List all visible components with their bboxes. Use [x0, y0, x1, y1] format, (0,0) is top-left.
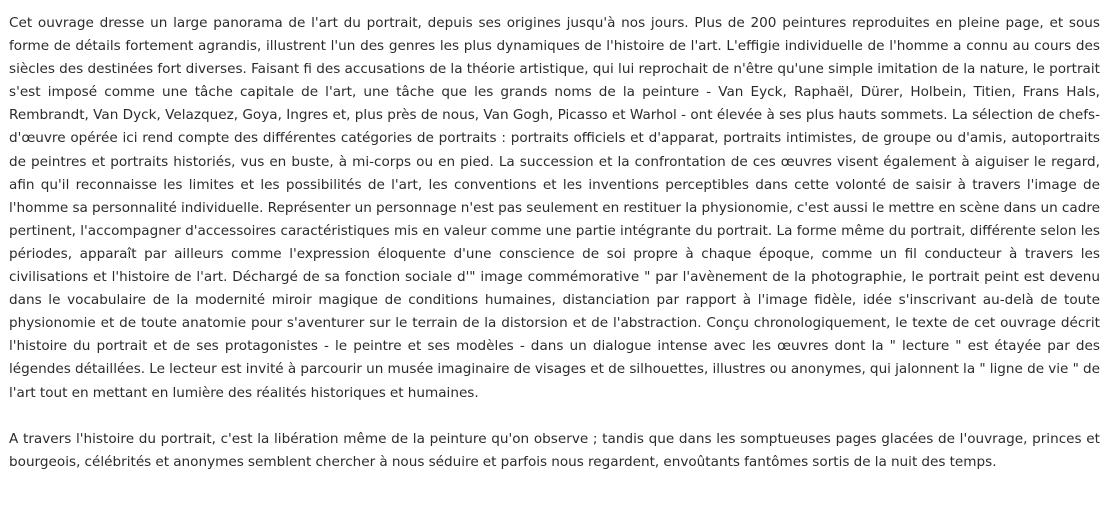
- description-paragraph-2: A travers l'histoire du portrait, c'est la libération même de la peinture qu'on observe ; tandis que dans les somptueuses pages glacées de l'ouvrage, princes et bourgeois, célébrités et anonymes semblent chercher à nous séduire et parfois nous regardent, envoûtants fantômes sortis de la nuit des temps.: [9, 430, 1100, 470]
- description-paragraph-1: Cet ouvrage dresse un large panorama de l'art du portrait, depuis ses origines jusqu'à nos jours. Plus de 200 peintures reproduites en pleine page, et sous forme de détails fortement agrandis, illustrent l'un des genres les plus dynamiques de l'histoire de l'art. L'effigie individuelle de l'homme a connu au cours des siècles des destinées fort diverses. Faisant fi des accusations de la théorie artistique, qui lui reprochait de n'être qu'une simple imitation de la nature, le portrait s'est imposé comme une tâche capitale de l'art, une tâche que les grands noms de la peinture - Van Eyck, Raphaël, Dürer, Holbein, Titien, Frans Hals, Rembrandt, Van Dyck, Velazquez, Goya, Ingres et, plus près de nous, Van Gogh, Picasso et Warhol - ont élevée à ses plus hauts sommets. La sélection de chefs-d'œuvre opérée ici rend compte des différentes catégories de portraits : portraits officiels et d'apparat, portraits intimistes, de groupe ou d'amis, autoportraits de peintres et portraits historiés, vus en buste, à mi-corps ou en pied. La succession et la confrontation de ces œuvres visent également à aiguiser le regard, afin qu'il reconnaisse les limites et les possibilités de l'art, les conventions et les inventions perceptibles dans cette volonté de saisir à travers l'image de l'homme sa personnalité individuelle. Représenter un personnage n'est pas seulement en restituer la physionomie, c'est aussi le mettre en scène dans un cadre pertinent, l'accompagner d'accessoires caractéristiques mis en valeur comme une partie intégrante du portrait. La forme même du portrait, différente selon les périodes, apparaît par ailleurs comme l'expression éloquente d'une conscience de soi propre à chaque époque, comme un fil conducteur à travers les civilisations et l'histoire de l'art. Déchargé de sa fonction sociale d'" image commémorative " par l'avènement de la photographie, le portrait peint est devenu dans le vocabulaire de la modernité miroir magique de conditions humaines, distanciation par rapport à l'image fidèle, idée s'inscrivant au-delà de toute physionomie et de toute anatomie pour s'aventurer sur le terrain de la distorsion et de l'abstraction. Conçu chronologiquement, le texte de cet ouvrage décrit l'histoire du portrait et de ses protagonistes - le peintre et ses modèles - dans un dialogue intense avec les œuvres dont la " lecture " est étayée par des légendes détaillées. Le lecteur est invité à parcourir un musée imaginaire de visages et de silhouettes, illustres ou anonymes, qui jalonnent la " ligne de vie " de l'art tout en mettant en lumière des réalités historiques et humaines.: [9, 15, 1100, 401]
